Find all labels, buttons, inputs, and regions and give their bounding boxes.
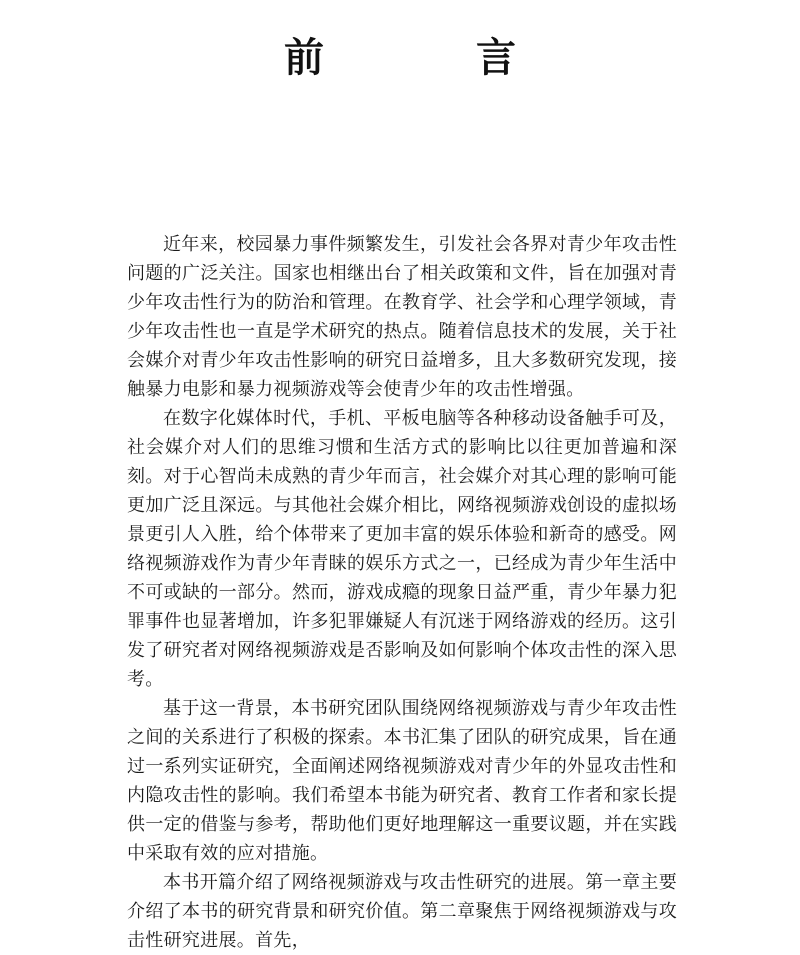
body-text: [127, 230, 677, 955]
paragraph-4: 本书开篇介绍了网络视频游戏与攻击性研究的进展。第一章主要介绍了本书的研究背景和研究价值。第二章聚焦于网络视频游戏与攻击性研究进展。首先，: [127, 872, 677, 951]
paragraph-2: 在数字化媒体时代，手机、平板电脑等各种移动设备触手可及，社会媒介对人们的思维习惯和生活方式的影响比以往更加普遍和深刻。对于心智尚未成熟的青少年而言，社会媒介对其心理的影响可能更加广泛且深远。与其他社会媒介相比，网络视频游戏创设的虚拟场景更引人入胜，给个体带来了更加丰富的娱乐体验和新奇的感受。网络视频游戏作为青少年青睐的娱乐方式之一，已经成为青少年生活中不可或缺的一部分。然而，游戏成瘾的现象日益严重，青少年暴力犯罪事件也显著增加，许多犯罪嫌疑人有沉迷于网络游戏的经历。这引发了研究者对网络视频游戏是否影响及如何影响个体攻击性的深入思考。: [127, 408, 677, 690]
paragraph-1: 近年来，校园暴力事件频繁发生，引发社会各界对青少年攻击性问题的广泛关注。国家也相继出台了相关政策和文件，旨在加强对青少年攻击性行为的防治和管理。在教育学、社会学和心理学领域，青少年攻击性也一直是学术研究的热点。随着信息技术的发展，关于社会媒介对青少年攻击性影响的研究日益增多，且大多数研究发现，接触暴力电影和暴力视频游戏等会使青少年的攻击性增强。: [127, 234, 677, 400]
paragraph-3: 基于这一背景，本书研究团队围绕网络视频游戏与青少年攻击性之间的关系进行了积极的探索。本书汇集了团队的研究成果，旨在通过一系列实证研究，全面阐述网络视频游戏对青少年的外显攻击性和内隐攻击性的影响。我们希望本书能为研究者、教育工作者和家长提供一定的借鉴与参考，帮助他们更好地理解这一重要议题，并在实践中采取有效的应对措施。: [127, 698, 677, 864]
page-title: 前 言: [284, 34, 572, 81]
